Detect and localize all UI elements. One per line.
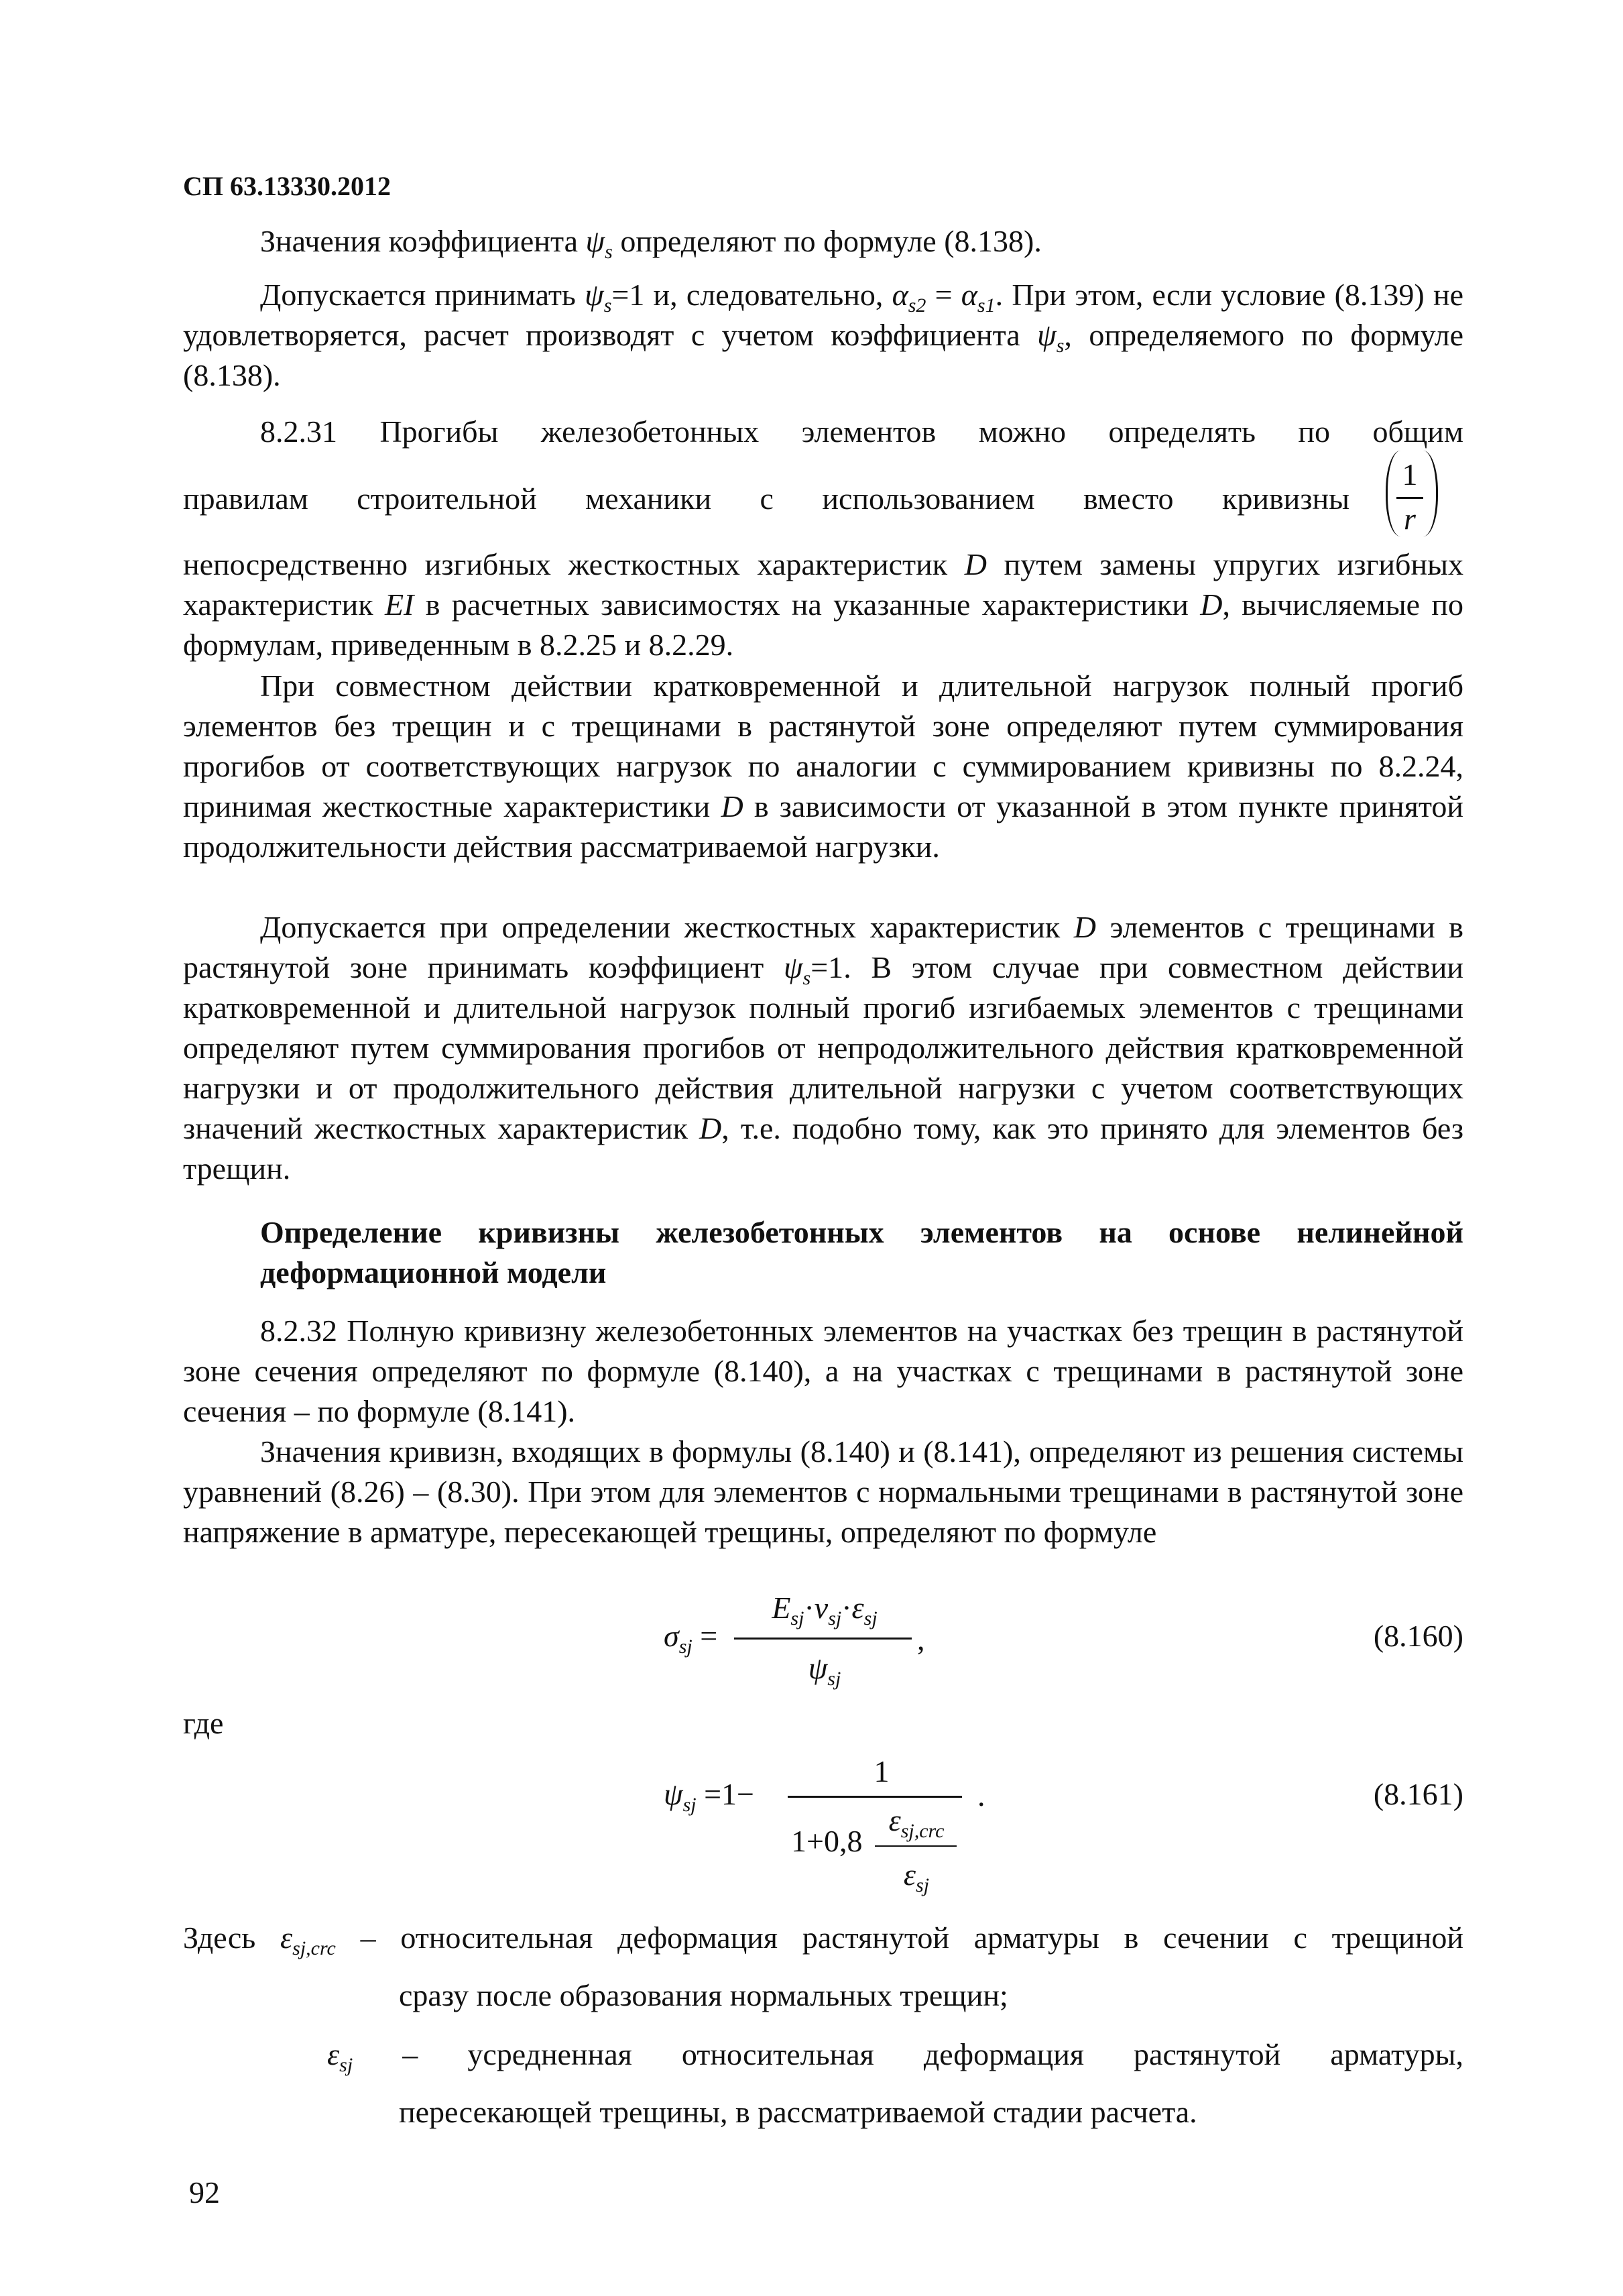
page-number: 92 — [189, 2175, 220, 2209]
eq161-denominator-constant: 1+0,8 — [791, 1824, 863, 1858]
eq161-lhs: $\psi_{sj} =1-$ — [664, 1777, 754, 1816]
paragraph-stiffness-cracked: Допускается при определении жесткостных характеристик D элементов с трещинами в растянутой зоне принимать коэффициент $\psi_s=1$. В этом случае при совместном действии кратковременной и длительной нагрузок полный прогиб изгибаемых элементов с трещинами определяют путем суммирования прогибов от непродолжительного действия кратковременной нагрузки и от продолжительного действия длительной нагрузки с учетом соответствующих значений жесткостных характеристик D, т.е. подобно тому, как это принято для элементов без трещин. — [183, 910, 1463, 1186]
eq161-number: (8.161) — [1373, 1777, 1463, 1811]
clause-8-2-32: 8.2.32 Полную кривизну железобетонных элементов на участках без трещин в растянутой зоне сечения определяют по формуле (8.140), а на участках с трещинами в растянутой зоне сечения – по формуле (8.141). — [183, 1314, 1463, 1428]
eq161-numerator: 1 — [874, 1754, 890, 1788]
where-label: где — [183, 1706, 224, 1740]
eq160-denominator: $\psi_{sj}$ — [808, 1651, 841, 1690]
definition-eps-sj: $\varepsilon_{sj}$ – усредненная относительная деформация растянутой арматуры, — [327, 2037, 1463, 2076]
paragraph-curvature-system: Значения кривизн, входящих в формулы (8.140) и (8.141), определяют из решения системы уравнений (8.26) – (8.30). При этом для элементов с нормальными трещинами в растянутой зоне напряжение в арматуре, пересекающей трещины, определяют по формуле — [183, 1434, 1463, 1549]
curvature-fraction-denominator: r — [1404, 502, 1416, 536]
section-heading: Определение кривизны железобетонных элементов на основе нелинейной деформационной модели — [260, 1215, 1463, 1289]
paragraph-psi-values: Значения коэффициента $\psi_s$ определяют по формуле (8.138). — [260, 224, 1042, 263]
eq160-comma: , — [917, 1622, 925, 1656]
clause-8-2-31-line2: правилам строительной механики с использованием вместо кривизны — [183, 481, 1349, 516]
document-code: СП 63.13330.2012 — [183, 171, 391, 201]
paragraph-combined-load-deflection: При совместном действии кратковременной и длительной нагрузок полный прогиб элементов без трещин и с трещинами в растянутой зоне определяют путем суммирования прогибов от соответствующих нагрузок по аналогии с суммированием кривизны по 8.2.24, принимая жесткостные характеристики D в зависимости от указанной в этом пункте принятой продолжительности действия рассматриваемой нагрузки. — [183, 669, 1463, 864]
eq161-inner-fraction-bar — [875, 1845, 957, 1847]
curvature-fraction-numerator: 1 — [1402, 457, 1418, 492]
eq160-numerator: $E_{sj}\cdot\nu_{sj}\cdot\varepsilon_{sj}$ — [772, 1591, 878, 1629]
eq161-fraction-bar — [788, 1796, 962, 1798]
clause-8-2-31-line1: 8.2.31 Прогибы железобетонных элементов можно определять по общим — [260, 414, 1463, 449]
definition-eps-sj-crc-cont: сразу после образования нормальных трещин; — [399, 1978, 1008, 2012]
eq160-number: (8.160) — [1373, 1619, 1463, 1653]
eq161-period: . — [977, 1778, 985, 1813]
paragraph-psi-assumption: Допускается принимать $\psi_s=1$ и, следовательно, $\alpha_{s2} = \alpha_{s1}$. При этом, если условие (8.139) не удовлетворяется, расчет производят с учетом коэффициента $\psi_s$, определяемого по формуле (8.138). — [183, 278, 1463, 392]
clause-8-2-31-continuation: непосредственно изгибных жесткостных характеристик D путем замены упругих изгибных характеристик EI в расчетных зависимостях на указанные характеристики D, вычисляемые по формулам, приведенным в 8.2.25 и 8.2.29. — [183, 547, 1464, 662]
definition-eps-sj-crc: Здесь $\varepsilon_{sj,crc}$ – относительная деформация растянутой арматуры в сечении с трещиной — [183, 1920, 1463, 1959]
eq160-lhs: $\sigma_{sj}$ = — [664, 1619, 718, 1658]
eq161-inner-denominator: $\varepsilon_{sj}$ — [903, 1857, 930, 1896]
definition-eps-sj-cont: пересекающей трещины, в рассматриваемой стадии расчета. — [399, 2095, 1197, 2129]
eq161-inner-numerator: $\varepsilon_{sj,crc}$ — [888, 1803, 945, 1842]
eq160-fraction-bar — [734, 1638, 912, 1640]
